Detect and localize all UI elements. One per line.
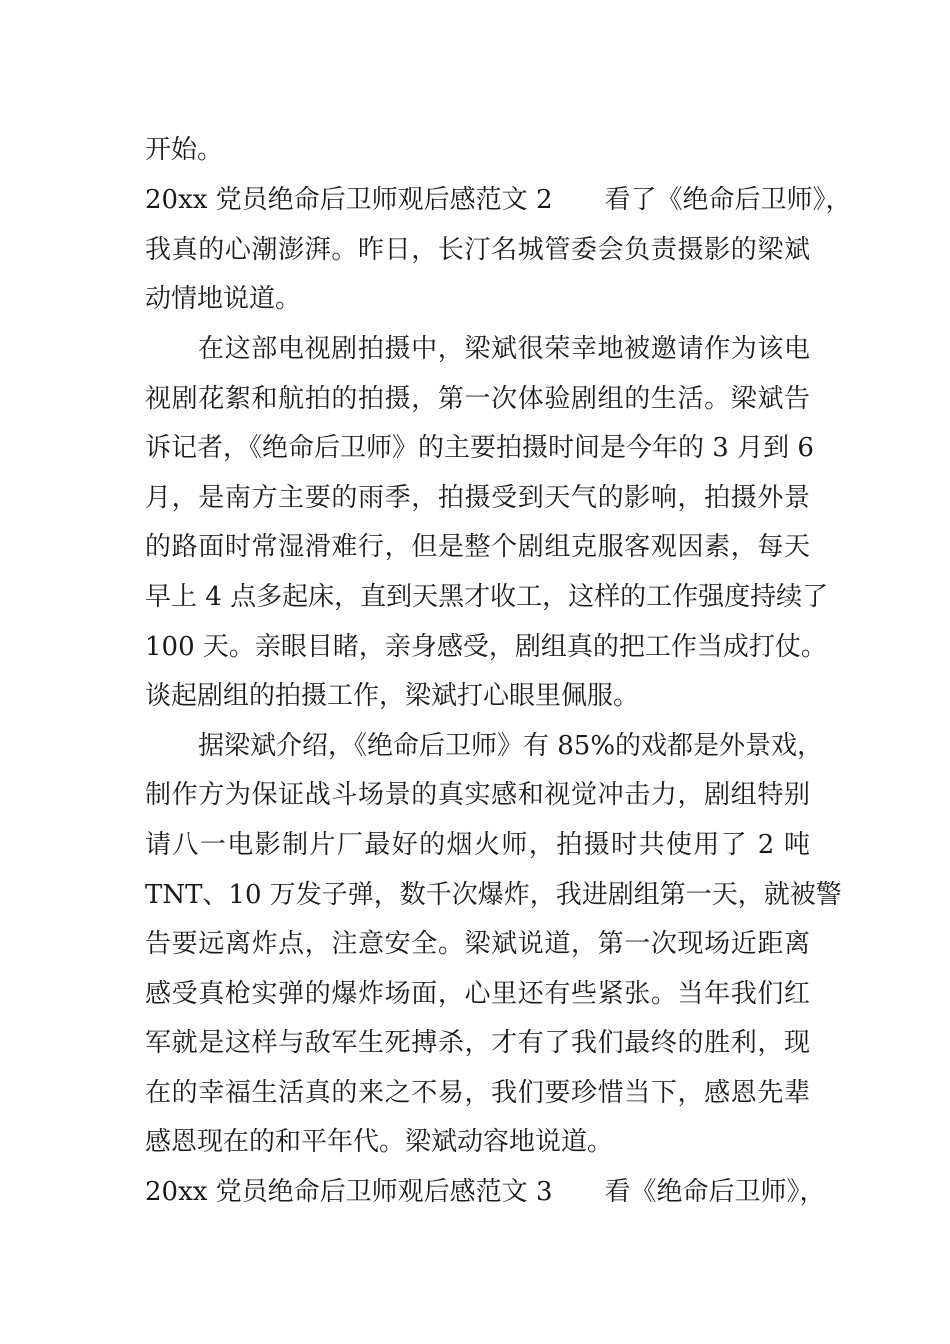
text-line: 制作方为保证战斗场景的真实感和视觉冲击力，剧组特别 bbox=[145, 780, 810, 810]
text-line: 视剧花絮和航拍的拍摄，第一次体验剧组的生活。梁斌告 bbox=[145, 384, 810, 414]
text-line: 感受真枪实弹的爆炸场面，心里还有些紧张。当年我们红 bbox=[145, 979, 810, 1009]
text-line: 军就是这样与敌军生死搏杀，才有了我们最终的胜利，现 bbox=[145, 1028, 810, 1058]
text-line: TNT、10 万发子弹，数千次爆炸，我进剧组第一天，就被警 bbox=[145, 880, 842, 910]
text-line: 100 天。亲眼目睹，亲身感受，剧组真的把工作当成打仗。 bbox=[145, 632, 827, 662]
text-line: 在的幸福生活真的来之不易，我们要珍惜当下，感恩先辈 bbox=[145, 1078, 810, 1108]
paragraph-first-line: 据梁斌介绍，《绝命后卫师》有 85%的戏都是外景戏， bbox=[198, 731, 824, 761]
text-line: 请八一电影制片厂最好的烟火师，拍摄时共使用了 2 吨 bbox=[145, 830, 810, 860]
section-heading-line: 20xx 党员绝命后卫师观后感范文 3 看《绝命后卫师》， bbox=[145, 1177, 826, 1207]
section-heading-line: 20xx 党员绝命后卫师观后感范文 2 看了《绝命后卫师》， bbox=[145, 185, 852, 215]
text-line: 感恩现在的和平年代。梁斌动容地说道。 bbox=[145, 1127, 614, 1157]
text-line: 月，是南方主要的雨季，拍摄受到天气的影响，拍摄外景 bbox=[145, 483, 810, 513]
paragraph-first-line: 在这部电视剧拍摄中，梁斌很荣幸地被邀请作为该电 bbox=[198, 334, 810, 364]
text-line: 谈起剧组的拍摄工作，梁斌打心眼里佩服。 bbox=[145, 681, 640, 711]
text-line: 告要远离炸点，注意安全。梁斌说道，第一次现场近距离 bbox=[145, 929, 810, 959]
text-line: 动情地说道。 bbox=[145, 284, 302, 314]
text-line: 诉记者，《绝命后卫师》的主要拍摄时间是今年的 3 月到 6 bbox=[145, 433, 814, 463]
text-line: 开始。 bbox=[145, 135, 224, 165]
text-line: 的路面时常湿滑难行，但是整个剧组克服客观因素，每天 bbox=[145, 532, 810, 562]
text-line: 我真的心潮澎湃。昨日，长汀名城管委会负责摄影的梁斌 bbox=[145, 235, 810, 265]
text-line: 早上 4 点多起床，直到天黑才收工，这样的工作强度持续了 bbox=[145, 582, 829, 612]
